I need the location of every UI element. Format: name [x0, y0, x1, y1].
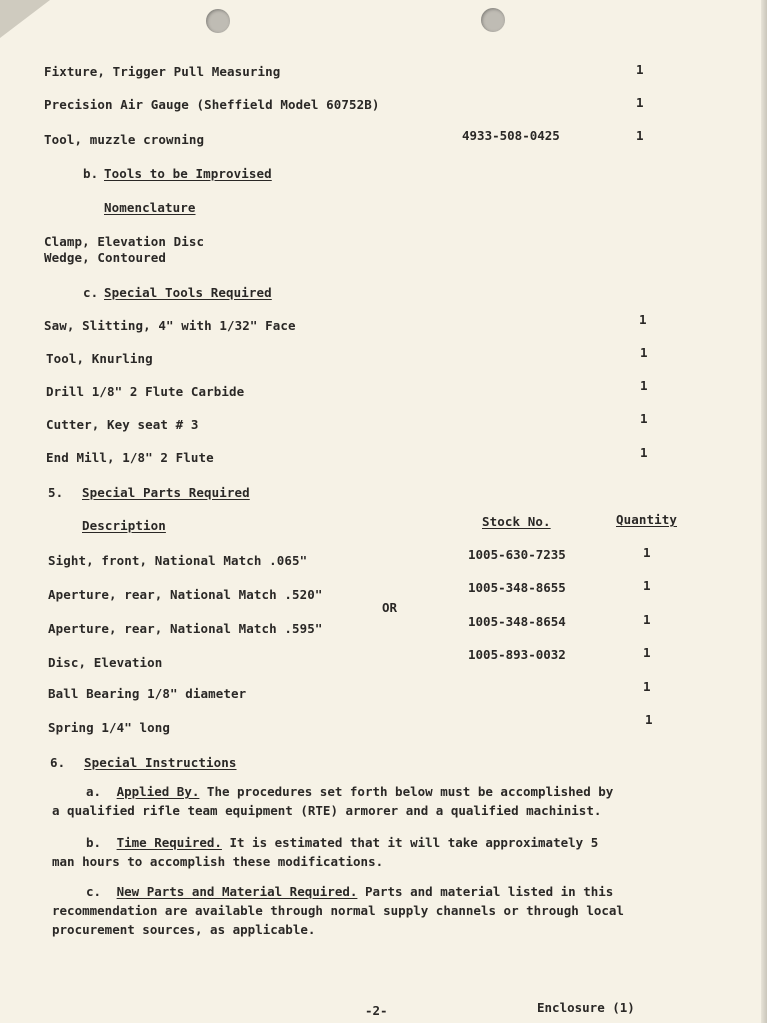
instruction-c-text-3: procurement sources, as applicable.	[52, 922, 316, 937]
instruction-a	[52, 782, 613, 820]
instruction-a-text-2: a qualified rifle team equipment (RTE) armorer and a qualified machinist.	[52, 803, 602, 818]
instruction-a-text: The procedures set forth below must be accomplished by	[199, 784, 614, 799]
improvised-item: Wedge, Contoured	[44, 250, 167, 265]
column-header-stock: Stock No.	[482, 514, 551, 529]
part-description: Spring 1/4" long	[48, 720, 171, 735]
section-5-heading: Special Parts Required	[82, 485, 250, 500]
section-6-heading: Special Instructions	[84, 755, 237, 770]
tool-qty: 1	[636, 95, 644, 110]
instruction-b-title: Time Required.	[116, 835, 222, 850]
special-tool-item: Saw, Slitting, 4" with 1/32" Face	[44, 318, 296, 333]
instruction-a-letter: a.	[86, 784, 102, 799]
part-stock: 1005-348-8654	[468, 614, 566, 629]
page-number: -2-	[365, 1003, 388, 1018]
part-stock: 1005-630-7235	[468, 547, 566, 562]
tool-item: Fixture, Trigger Pull Measuring	[44, 64, 281, 79]
punch-hole-left	[206, 9, 230, 33]
part-stock: 1005-893-0032	[468, 647, 566, 662]
tool-item: Precision Air Gauge (Sheffield Model 60752B)	[44, 97, 380, 112]
special-tool-item: End Mill, 1/8" 2 Flute	[46, 450, 214, 465]
enclosure-label: Enclosure (1)	[537, 1000, 635, 1015]
instruction-b-text-2: man hours to accomplish these modifications.	[52, 854, 384, 869]
part-qty: 1	[643, 612, 651, 627]
section-b-subheading: Nomenclature	[104, 200, 196, 215]
section-c-letter: c.	[83, 285, 99, 300]
tool-qty: 1	[636, 128, 644, 143]
tool-item: Tool, muzzle crowning	[44, 132, 205, 147]
special-tool-qty: 1	[639, 312, 647, 327]
part-description: Aperture, rear, National Match .520"	[48, 587, 323, 602]
special-tool-item: Tool, Knurling	[46, 351, 153, 366]
special-tool-qty: 1	[640, 445, 648, 460]
section-b-letter: b.	[83, 166, 99, 181]
or-label: OR	[382, 600, 398, 615]
part-qty: 1	[643, 578, 651, 593]
instruction-c-text: Parts and material listed in this	[357, 884, 614, 899]
part-description: Ball Bearing 1/8" diameter	[48, 686, 247, 701]
column-header-description: Description	[82, 518, 166, 533]
special-tool-qty: 1	[640, 345, 648, 360]
section-b-heading: Tools to be Improvised	[104, 166, 272, 181]
improvised-item: Clamp, Elevation Disc	[44, 234, 205, 249]
instruction-b-letter: b.	[86, 835, 102, 850]
instruction-c-letter: c.	[86, 884, 102, 899]
section-6-number: 6.	[50, 755, 66, 770]
column-header-quantity: Quantity	[616, 512, 678, 527]
punch-hole-right	[481, 8, 505, 32]
special-tool-item: Cutter, Key seat # 3	[46, 417, 199, 432]
part-qty: 1	[643, 645, 651, 660]
tool-qty: 1	[636, 62, 644, 77]
instruction-c	[52, 882, 624, 939]
folded-corner	[0, 0, 50, 38]
section-5-number: 5.	[48, 485, 64, 500]
part-description: Sight, front, National Match .065"	[48, 553, 308, 568]
part-qty: 1	[643, 679, 651, 694]
part-description: Disc, Elevation	[48, 655, 163, 670]
special-tool-qty: 1	[640, 411, 648, 426]
instruction-a-title: Applied By.	[116, 784, 200, 799]
instruction-b-text: It is estimated that it will take approximately 5	[221, 835, 599, 850]
instruction-c-title: New Parts and Material Required.	[116, 884, 358, 899]
part-stock: 1005-348-8655	[468, 580, 566, 595]
part-description: Aperture, rear, National Match .595"	[48, 621, 323, 636]
section-c-heading: Special Tools Required	[104, 285, 272, 300]
instruction-b	[52, 833, 598, 871]
special-tool-item: Drill 1/8" 2 Flute Carbide	[46, 384, 245, 399]
instruction-c-text-2: recommendation are available through normal supply channels or through local	[52, 903, 624, 918]
part-qty: 1	[643, 545, 651, 560]
page-edge	[761, 0, 767, 1023]
special-tool-qty: 1	[640, 378, 648, 393]
part-qty: 1	[645, 712, 653, 727]
tool-stock: 4933-508-0425	[462, 128, 560, 143]
